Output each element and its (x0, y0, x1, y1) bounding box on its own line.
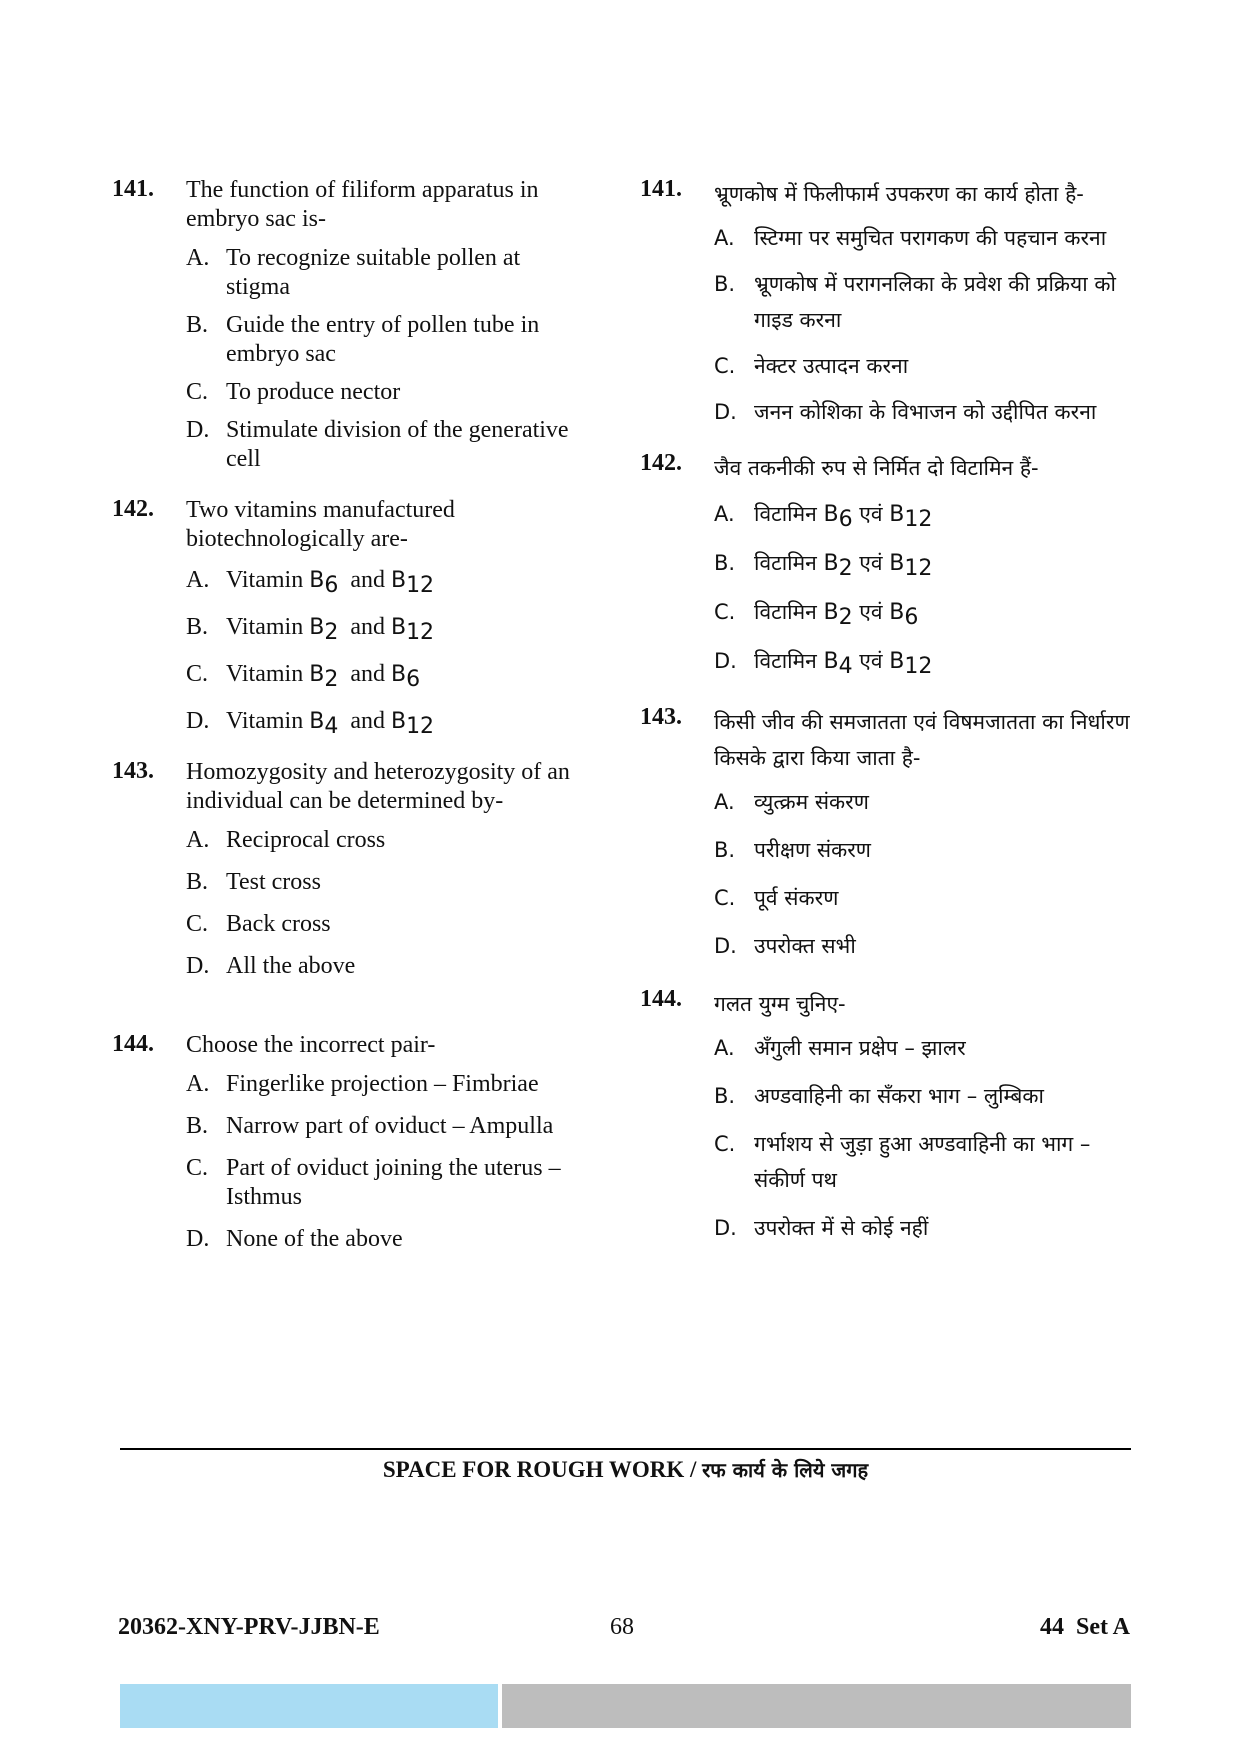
question-144-hi (640, 986, 1130, 1246)
question-number: 142. (640, 450, 682, 476)
option-d: D. उपरोक्त में से कोई नहीं (714, 1216, 929, 1240)
footer-bar-grey (502, 1684, 1131, 1728)
option-a: A. Reciprocal cross (186, 827, 386, 853)
option-b: B. Guide the entry of pollen tube in embryo sac (186, 312, 540, 367)
question-text: किसी जीव की समजातता एवं विषमजातता का निर्धारण किसके द्वारा किया जाता है- (714, 710, 1130, 770)
option-d: D. Stimulate division of the generative cell (186, 417, 569, 472)
question-text: भ्रूणकोष में फिलीफार्म उपकरण का कार्य होता है- (714, 182, 1084, 206)
question-142-hi (640, 450, 1130, 680)
option-b: B. भ्रूणकोष में परागनलिका के प्रवेश की प्रक्रिया को गाइड करना (714, 272, 1116, 332)
option-c: C. विटामिन $B_2$ एवं $B_6$ (714, 600, 919, 630)
option-a: A. विटामिन $B_6$ एवं $B_{12}$ (714, 502, 933, 532)
option-a: A. अँगुली समान प्रक्षेप – झालर (714, 1036, 966, 1060)
option-b: B. विटामिन $B_2$ एवं $B_{12}$ (714, 551, 933, 581)
option-c: C. Part of oviduct joining the uterus – Isthmus (186, 1155, 561, 1210)
question-number: 143. (640, 704, 682, 730)
option-b: B. Vitamin $B_2$ and $B_{12}$ (186, 614, 435, 645)
option-d: D. Vitamin $B_4$ and $B_{12}$ (186, 708, 435, 739)
question-142-en (112, 496, 572, 739)
option-c: C. पूर्व संकरण (714, 886, 839, 910)
question-number: 142. (112, 496, 154, 522)
question-number: 144. (640, 986, 682, 1012)
question-143-hi (640, 704, 1130, 964)
option-b: B. अण्डवाहिनी का सँकरा भाग – लुम्बिका (714, 1084, 1044, 1108)
question-number: 144. (112, 1031, 154, 1057)
page-number: 68 (610, 1614, 634, 1640)
question-text: Choose the incorrect pair- (186, 1032, 436, 1058)
option-a: A. Vitamin $B_6$ and $B_{12}$ (186, 567, 435, 598)
question-number: 143. (112, 758, 154, 784)
option-d: D. जनन कोशिका के विभाजन को उद्दीपित करना (714, 400, 1097, 424)
option-d: D. विटामिन $B_4$ एवं $B_{12}$ (714, 649, 933, 679)
booklet-code: 20362-XNY-PRV-JJBN-E (118, 1614, 380, 1640)
option-b: B. Test cross (186, 869, 321, 895)
rough-work-heading: SPACE FOR ROUGH WORK / रफ कार्य के लिये जगह (382, 1457, 869, 1482)
question-text: गलत युग्म चुनिए- (714, 992, 846, 1016)
question-text: The function of filiform apparatus in embryo sac is- (186, 177, 539, 232)
option-c: C. Back cross (186, 911, 331, 937)
option-c: C. Vitamin $B_2$ and $B_6$ (186, 661, 421, 692)
divider-line (120, 1448, 1131, 1450)
english-column (112, 176, 572, 1254)
option-c: C. गर्भाशय से जुड़ा हुआ अण्डवाहिनी का भाग – संकीर्ण पथ (714, 1132, 1091, 1192)
question-number: 141. (640, 176, 682, 202)
question-text: जैव तकनीकी रुप से निर्मित दो विटामिन हैं- (714, 456, 1039, 480)
option-a: A. Fingerlike projection – Fimbriae (186, 1071, 539, 1097)
option-d: D. उपरोक्त सभी (714, 934, 856, 958)
question-text: Homozygosity and heterozygosity of an individual can be determined by- (186, 759, 570, 814)
option-a: A. व्युत्क्रम संकरण (714, 790, 869, 814)
question-141-hi (640, 176, 1130, 430)
option-b: B. Narrow part of oviduct – Ampulla (186, 1113, 554, 1139)
question-141-en (112, 176, 572, 474)
question-text: Two vitamins manufactured biotechnologically are- (186, 497, 455, 552)
question-143-en (112, 758, 572, 981)
question-144-en (112, 1031, 572, 1254)
option-a: A. To recognize suitable pollen at stigma (186, 245, 521, 300)
option-d: D. All the above (186, 953, 356, 979)
option-a: A. स्टिग्मा पर समुचित परागकण की पहचान करना (714, 226, 1107, 250)
option-d: D. None of the above (186, 1226, 403, 1252)
option-c: C. To produce nector (186, 379, 401, 405)
option-b: B. परीक्षण संकरण (714, 838, 871, 862)
set-label: 44 Set A (1040, 1614, 1130, 1640)
option-c: C. नेक्टर उत्पादन करना (714, 354, 909, 378)
question-number: 141. (112, 176, 154, 202)
hindi-column (640, 176, 1130, 1246)
footer-bar-blue (120, 1684, 498, 1728)
